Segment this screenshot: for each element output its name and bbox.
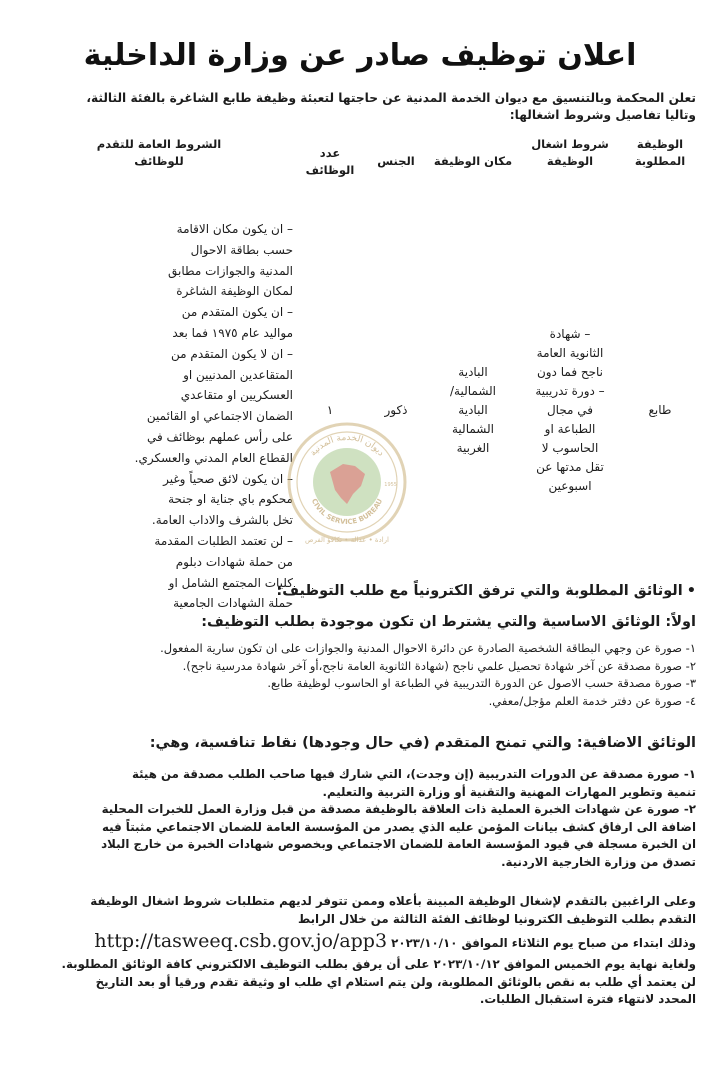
- header-job-conditions: شروط اشغال الوظيفة: [531, 137, 609, 168]
- closing-date-start: وذلك ابتداء من صباح يوم الثلاثاء الموافق ٢٠٢٣/١٠/١٠: [391, 936, 696, 950]
- svg-text:ديوان الخدمة المدنية: ديوان الخدمة المدنية: [308, 432, 386, 459]
- list-item: اضافة الى ارفاق كشف بيانات المؤمن عليه الذي يصدر من المؤسسة العامة للضمان الاجتماعي مثبتاً فيه: [101, 819, 696, 834]
- closing-line: وعلى الراغبين بالتقدم لإشغال الوظيفة المبينة بأعلاه وممن تتوفر لديهم متطلبات شروط اشغال الوظيفة: [90, 894, 696, 908]
- basic-documents-list: [20, 640, 696, 710]
- header-gender: الجنس: [377, 154, 415, 168]
- closing-line-with-link: [20, 928, 696, 956]
- list-item: ١- صورة عن وجهي البطاقة الشخصية الصادرة عن دائرة الاحوال المدنية والجوازات على ان تكون سارية المفعول.: [160, 641, 696, 655]
- cell-job-conditions: – شهادة الثانوية العامة ناجح فما دون – دورة تدريبية في مجال الطباعة او الحاسوب لا تقل مدتها عن اسبوعين: [535, 327, 605, 494]
- extra-documents-list: [20, 766, 696, 871]
- svg-text:CIVIL SERVICE BUREAU: CIVIL SERVICE BUREAU: [309, 497, 385, 527]
- cell-general-conditions: – ان يكون مكان الاقامة حسب بطاقة الاحوال المدنية والجوازات مطابق لمكان الوظيفة الشاغرة – ان يكون المتقدم من مواليد عام ١٩٧٥ فما بعد – ان لا يكون المتقدم من المتقاعدين المدنيين او العسكريين او متقاعدي الضمان الاجتماعي او القائمين على رأس عملهم بوظائف في القطاع العام المدني والعسكري. – ان يكون لائق صحياً وغير محكوم باي جناية او جنحة تخل بالشرف والاداب العامة. – لن تعتمد الطلبات المقدمة من حملة شهادات دبلوم كليات المجتمع الشامل او حملة الشهادات الجامعية: [134, 222, 293, 611]
- cell-gender: ذكور: [384, 403, 408, 418]
- cell-job: طابع: [648, 403, 672, 418]
- list-item: ١- صورة مصدقة عن الدورات التدريبية (إن وجدت)، التي شارك فيها صاحب الطلب مصدقة من هيئة: [131, 767, 696, 781]
- header-count: عدد الوظائف: [305, 146, 355, 177]
- cell-count: ١: [326, 403, 334, 418]
- documents-heading: •الوثائق المطلوبة والتي ترفق الكترونياً مع طلب التوظيف:: [276, 583, 696, 599]
- intro-line: وتاليا تفاصيل وشروط اشغالها:: [509, 108, 696, 122]
- closing-paragraph: [20, 893, 696, 1009]
- list-item: تصدق من وزارة الخارجية الاردنية.: [501, 854, 696, 869]
- closing-line: المحدد لانتهاء فترة استقبال الطلبات.: [479, 992, 696, 1006]
- list-item: ان الخبرة مسجلة في قيود المؤسسة العامة للضمان الاجتماعي وبخصوص شهادات الخبرة من خارج البلاد: [101, 837, 696, 851]
- closing-line: لن يعتمد أي طلب به نقص بالوثائق المطلوبة، ولن يتم استلام اي طلب او وثيقة تقدم ورقيا أو بعد التاريخ: [95, 974, 696, 989]
- header-general-conditions: الشروط العامة للتقدم للوظائف: [96, 137, 222, 168]
- extra-documents-heading: الوثائق الاضافية: والتي تمنح المتقدم (في حال وجودها) نقاط تنافسية، وهي:: [149, 735, 696, 751]
- list-item: ٣- صورة مصدقة حسب الاصول عن الدورة التدريبية في الطباعة او الحاسوب لوظيفة طابع.: [267, 676, 696, 690]
- table-header-row: [22, 134, 698, 207]
- intro-paragraph: [21, 90, 696, 124]
- page-title: اعلان توظيف صادر عن وزارة الداخلية: [83, 38, 637, 73]
- basic-documents-heading: اولاً: الوثائق الاساسية والتي يشترط ان تكون موجودة بطلب التوظيف:: [201, 614, 696, 630]
- svg-text:1955: 1955: [384, 482, 397, 488]
- closing-line: التقدم بطلب التوظيف الكترونيا لوظائف الفئة الثالثة من خلال الرابط: [297, 911, 696, 926]
- intro-line: تعلن المحكمة وبالتنسيق مع ديوان الخدمة المدنية عن حاجتها لتعبئة وظيفة طابع الشاغرة بالفئة الثالثة،: [86, 91, 696, 105]
- cell-location: البادية الشمالية/ البادية الشمالية الغربية: [449, 365, 497, 456]
- header-location: مكان الوظيفة: [433, 154, 513, 168]
- table-row: [22, 207, 698, 614]
- list-item: ٤- صورة عن دفتر خدمة العلم مؤجل/معفي.: [488, 693, 696, 708]
- list-item: ٢- صورة مصدقة عن آخر شهادة تحصيل علمي ناجح (شهادة الثانوية العامة ناجح،أو آخر شهادة مدرسية ناجح).: [182, 658, 696, 673]
- list-item: ٢- صورة عن شهادات الخبرة العملية ذات العلاقة بالوظيفة مصدقة من قبل وزارة العمل للخبرات المحلية: [101, 802, 696, 816]
- header-job: الوظيفة المطلوبة: [634, 137, 686, 168]
- list-item: تنمية وتطوير المهارات المهنية والتقنية أو وزارة التربية والتعليم.: [322, 784, 696, 799]
- application-link[interactable]: http://tasweeq.csb.gov.jo/app3: [94, 930, 388, 952]
- closing-line: ولغاية نهاية يوم الخميس الموافق ٢٠٢٣/١٠/١٢ على أن يرفق بطلب التوظيف الالكتروني كافة الوثائق المطلوبة.: [61, 957, 696, 971]
- civil-service-seal-logo: [285, 420, 409, 544]
- svg-text:ارادة • عدالة • تكافؤ الفرص: ارادة • عدالة • تكافؤ الفرص: [305, 536, 389, 544]
